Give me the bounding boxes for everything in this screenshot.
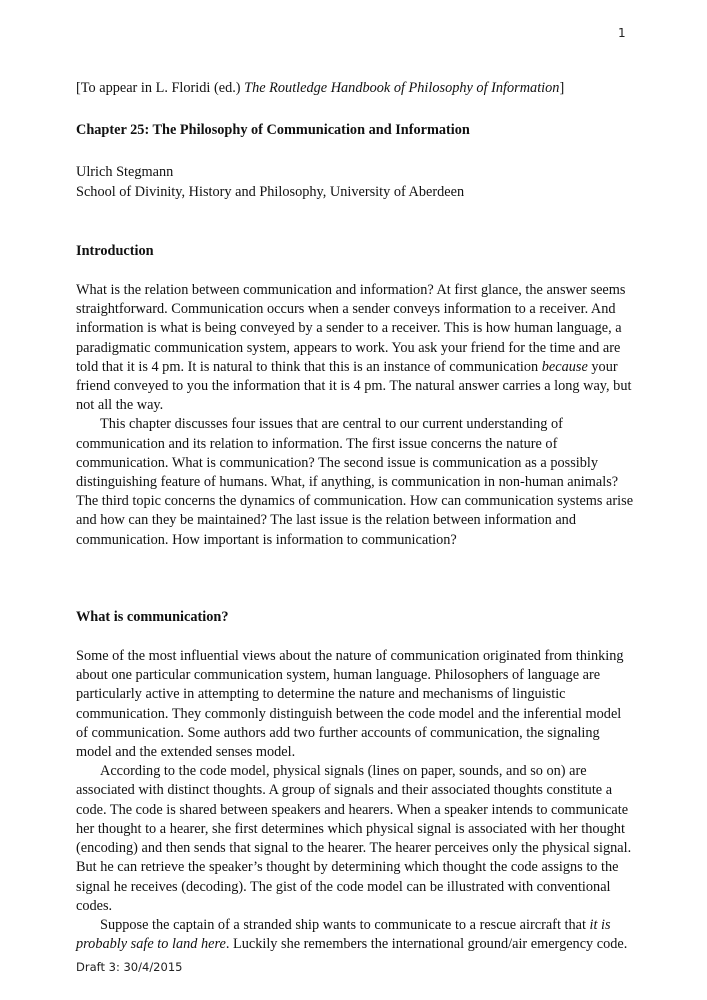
note-prefix: [To appear in L. Floridi (ed.) — [76, 80, 245, 96]
text-line: distinguishing feature of humans. What, if anything, is communication in non-human animals? — [76, 474, 619, 491]
document-body — [76, 79, 636, 954]
text-line: code. The code is shared between speakers and hearers. When a speaker intends to communicate — [76, 801, 629, 818]
text-line — [76, 916, 636, 935]
text-run: your — [587, 358, 618, 375]
author-name: Ulrich Stegmann — [76, 164, 174, 181]
text-line: particularly active in attempting to determine the nature and mechanisms of linguistic — [76, 686, 566, 703]
text-line: paradigmatic communication system, appears to work. You ask your friend for the time and are — [76, 339, 621, 356]
text-line: straightforward. Communication occurs when a sender conveys information to a receiver. And — [76, 301, 616, 318]
text-line: But he can retrieve the speaker’s thought by determining which thought the code assigns to the — [76, 859, 619, 876]
author-affiliation: School of Divinity, History and Philosophy, University of Aberdeen — [76, 183, 465, 200]
text-line: communication and its relation to information. The first issue concerns the nature of — [76, 435, 558, 452]
communication-paragraph-3 — [76, 916, 636, 954]
text-line: about one particular communication system, human language. Philosophers of language are — [76, 667, 601, 684]
text-run: . Luckily she remembers the international ground/air emergency code. — [225, 936, 628, 953]
page-number: 1 — [618, 26, 626, 40]
text-line: friend conveyed to you the information that it is 4 pm. The natural answer carries a long way, but — [76, 378, 632, 395]
text-line: of communication. Some authors add two further accounts of communication, the signaling — [76, 724, 600, 741]
text-line: Some of the most influential views about the nature of communication originated from thinking — [76, 648, 624, 665]
note-suffix: ] — [559, 80, 565, 96]
emphasis: because — [541, 358, 588, 375]
text-line: What is the relation between communication and information? At first glance, the answer seems — [76, 282, 626, 299]
text-line: her thought to a hearer, she first determines which physical signal is associated with her thought — [76, 820, 625, 837]
text-line: associated with distinct thoughts. A group of signals and their associated thoughts constitute a — [76, 782, 613, 799]
communication-paragraph-2 — [76, 762, 636, 916]
intro-paragraph-1 — [76, 281, 636, 415]
text-line: and how can they be maintained? The last issue is the relation between information and — [76, 512, 576, 529]
text-line: According to the code model, physical signals (lines on paper, sounds, and so on) are — [100, 763, 587, 780]
text-line — [76, 935, 636, 954]
text-line: signal he receives (decoding). The gist of the code model can be illustrated with conventional — [76, 878, 611, 895]
text-line: not all the way. — [76, 397, 164, 414]
text-run: Suppose the captain of a stranded ship wants to communicate to a rescue aircraft that — [100, 916, 590, 933]
communication-paragraph-1 — [76, 647, 636, 762]
emphasis: it is — [589, 916, 611, 933]
book-title: The Routledge Handbook of Philosophy of Information — [244, 80, 560, 96]
emphasis: probably safe to land here — [76, 936, 226, 953]
text-line: This chapter discusses four issues that are central to our current understanding of — [100, 416, 563, 433]
text-line: (encoding) and then sends that signal to the hearer. The hearer perceives only the physical signal. — [76, 840, 632, 857]
chapter-title: Chapter 25: The Philosophy of Communication and Information — [76, 122, 470, 139]
text-line: The third topic concerns the dynamics of communication. How can communication systems arise — [76, 493, 634, 510]
section-heading-introduction: Introduction — [76, 242, 154, 259]
publication-note — [76, 79, 636, 98]
text-line: communication. How important is information to communication? — [76, 531, 457, 548]
text-line: codes. — [76, 897, 113, 914]
text-line: communication. They commonly distinguish between the code model and the inferential model — [76, 705, 622, 722]
section-heading-what-is-communication: What is communication? — [76, 608, 229, 625]
text-line — [76, 358, 636, 377]
intro-paragraph-2 — [76, 415, 636, 549]
text-run: told that it is 4 pm. It is natural to think that this is an instance of communication — [76, 358, 542, 375]
text-line: communication. What is communication? The second issue is communication as a possibly — [76, 454, 599, 471]
text-line: information is what is being conveyed by a sender to a receiver. This is how human language, a — [76, 320, 622, 337]
text-line: model and the extended senses model. — [76, 744, 296, 761]
draft-footer: Draft 3: 30/4/2015 — [76, 960, 183, 974]
